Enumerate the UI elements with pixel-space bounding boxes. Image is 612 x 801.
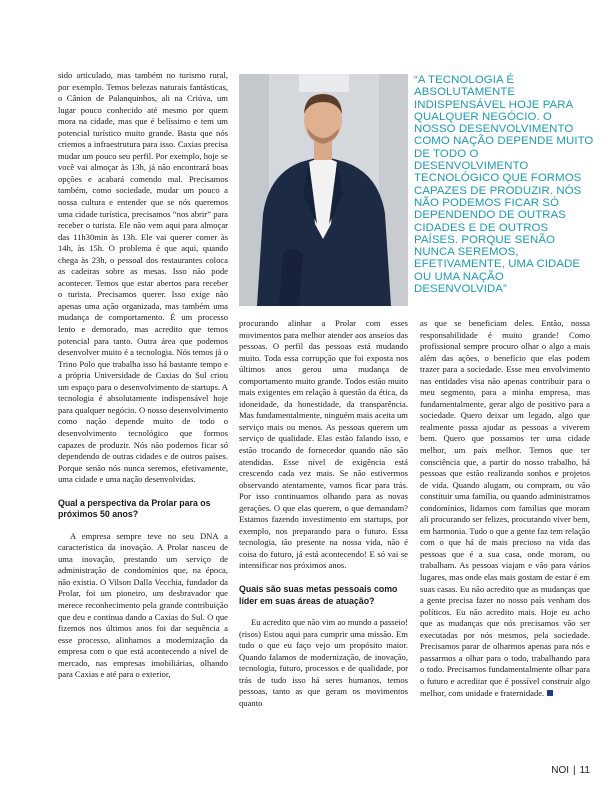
article-column-3: [420, 318, 590, 699]
magazine-name: NOI: [551, 765, 569, 776]
paragraph: Eu acredito que não vim ao mundo a passeio! (risos) Estou aqui para cumprir uma missão. Em tudo o que eu faço vejo um propósito maior. Quando falamos de modernização, de inovação, tecnologia, futuro, processos e de qualidade, por trás de tudo isso há seres humanos, temos pessoas, tanto as que geram os movimentos quanto: [239, 617, 408, 708]
footer-separator: |: [573, 765, 576, 776]
paragraph: sido articulado, mas também no turismo rural, por exemplo. Temos belezas naturais fantásticas, o Cânion de Palanquinhos, ali na Criúva, um lugar pouco conhecido até mesmo por quem mora na cidade, mas que é belíssimo e tem um potencial turístico muito grande. Basta que nós criemos a infraestrutura para isso. Caxias precisa mudar um pouco seu perfil. Por exemplo, hoje se você vai almoçar às 13h, já não encontrará boas opções e acabará comendo mal. Precisamos também, como sociedade, mudar um pouco a nossa cultura e entender que se nós queremos uma cidade turística, precisamos “nos abrir” para receber o turista. Ele não vem aqui para almoçar das 11h30min às 13h. Ele vai querer comer às 14h, às 15h. O problema é que aqui, quando chega às 23h, o pessoal dos restaurantes coloca as cadeiras sobre as mesas. Isso não pode acontecer. Temos que estar abertos para receber o turista. Precisamos querer. Isso exige não apenas uma ação organizada, mas também uma mudança de comportamento. É um processo lento e demorado, mas acredito que temos potencial para tanto. Outra área que podemos desenvolver muito é a tecnologia. Nós temos já o Trino Polo que trabalha isso há bastante tempo e a própria Universidade de Caxias do Sul criou um espaço para o desenvolvimento de startups. A tecnologia é absolutamente indispensável hoje para qualquer negócio. O nosso desenvolvimento como nação depende muito de todo o desenvolvimento tecnológico que formos capazes de produzir. Nós não podemos ficar só dependendo de outras cidades e de outros países. Porque senão nós nunca seremos, efetivamente, uma cidade e uma nação desenvolvidas.: [58, 70, 228, 485]
man-in-suit-illustration: [239, 74, 408, 306]
pull-quote: “A TECNOLOGIA É ABSOLUTAMENTE INDISPENSÁVEL HOJE PARA QUALQUER NEGÓCIO. O NOSSO DESENVOLVIMENTO COMO NAÇÃO DEPENDE MUITO DE TODO O DESENVOLVIMENTO TECNOLÓGICO QUE FORMOS CAPAZES DE PRODUZIR. NÓS NÃO PODEMOS FICAR SÓ DEPENDENDO DE OUTRAS CIDADES E DE OUTROS PAÍSES. PORQUE SENÃO NUNCA SEREMOS, EFETIVAMENTE, UMA CIDADE OU UMA NAÇÃO DESENVOLVIDA”: [414, 74, 594, 296]
paragraph-text: as que se beneficiam deles. Então, nossa responsabilidade é muito grande! Como profissional sempre procuro olhar o algo a mais além das ações, o benefício que elas podem trazer para a sociedade. Esse meu envolvimento nas entidades visa não apenas contribuir para o meu segmento, para a minha empresa, mas fundamentalmente, gerar algo de positivo para a sociedade. Quero deixar um legado, algo que realmente possa ajudar as pessoas a viverem bem. Quero que possamos ter uma cidade melhor, um país melhor. Temos que ter consciência que, a partir do nosso trabalho, há pessoas que estão realizando sonhos e projetos de vida. Quando alugam, ou compram, ou vão constituir uma família, ou quando administramos condomínios, lidamos com famílias que moram ali procurando ser felizes, procurando viver bem, em harmonia. Tudo o que a gente faz tem relação com o que há de mais precioso na vida das pessoas que é a sua casa, onde moram, ou trabalham. As pessoas viajam e vão para vários lugares, mas onde elas mais gostam de estar é em suas casas. Eu não acredito que as mudanças que a gente precisa fazer no nosso país venham dos políticos. Eu não acredito mais. Hoje eu acho que as mudanças que nós precisamos vão ser executadas por nós mesmos, pela sociedade. Precisamos parar de olharmos apenas para nós e passarmos a olhar para o todo, trabalhando para o todo. Precisamos fundamentalmente olhar para o futuro e acreditar que é possível construir algo melhor, com unidade e fraternidade.: [420, 318, 590, 698]
portrait-photo: [239, 74, 408, 306]
page-footer: [551, 765, 590, 776]
paragraph: [420, 318, 590, 699]
paragraph: A empresa sempre teve no seu DNA a característica da inovação. A Prolar nasceu de uma inovação, prestando um serviço de administração de condomínios que, na época, não existia. O Vilson Dalla Vecchia, fundador da Prolar, foi um pioneiro, um desbravador que merece reconhecimento pela grande contribuição que deu e continua dando a Caxias do Sul. O que fizemos nos últimos anos foi dar sequência a esse processo, alinhamos a modernização da empresa com o que está acontecendo a nível de mercado, nas empresas imobiliárias, olhando para Caxias e até para o exterior,: [58, 530, 228, 680]
paragraph: procurando alinhar a Prolar com esses movimentos para melhor atender aos anseios das pessoas. O perfil das pessoas está mudando muito. Toda essa corrupção que foi exposta nos últimos anos gerou uma mudança de comportamento muito grande. Todos estão muito mais exigentes em relação à questão da ética, da idoneidade, da honestidade, da transparência. Mas fundamentalmente, ninguém mais aceita um serviço mais ou menos. As pessoas querem um serviço de qualidade. Elas estão falando isso, e estão trocando de fornecedor quando não são atendidas. Esse nível de exigência está crescendo cada vez mais. Se não estivermos observando atentamente, vamos ficar para trás. Por isso continuamos olhando para as novas gerações. O que elas querem, o que demandam? Estamos fazendo investimento em startups, por exemplo, nos preparando para o futuro. Essa tecnologia, tão presente na nossa vida, não é coisa do futuro, já está acontecendo! E só vai se intensificar nos próximos anos.: [239, 318, 408, 571]
page-number: 11: [579, 765, 590, 776]
article-column-2: [239, 318, 408, 709]
article-column-1: [58, 70, 228, 681]
end-of-article-mark: [547, 690, 553, 696]
interview-question: Qual a perspectiva da Prolar para os próximos 50 anos?: [58, 497, 211, 520]
interview-question: Quais são suas metas pessoais como líder em suas áreas de atuação?: [239, 584, 398, 606]
